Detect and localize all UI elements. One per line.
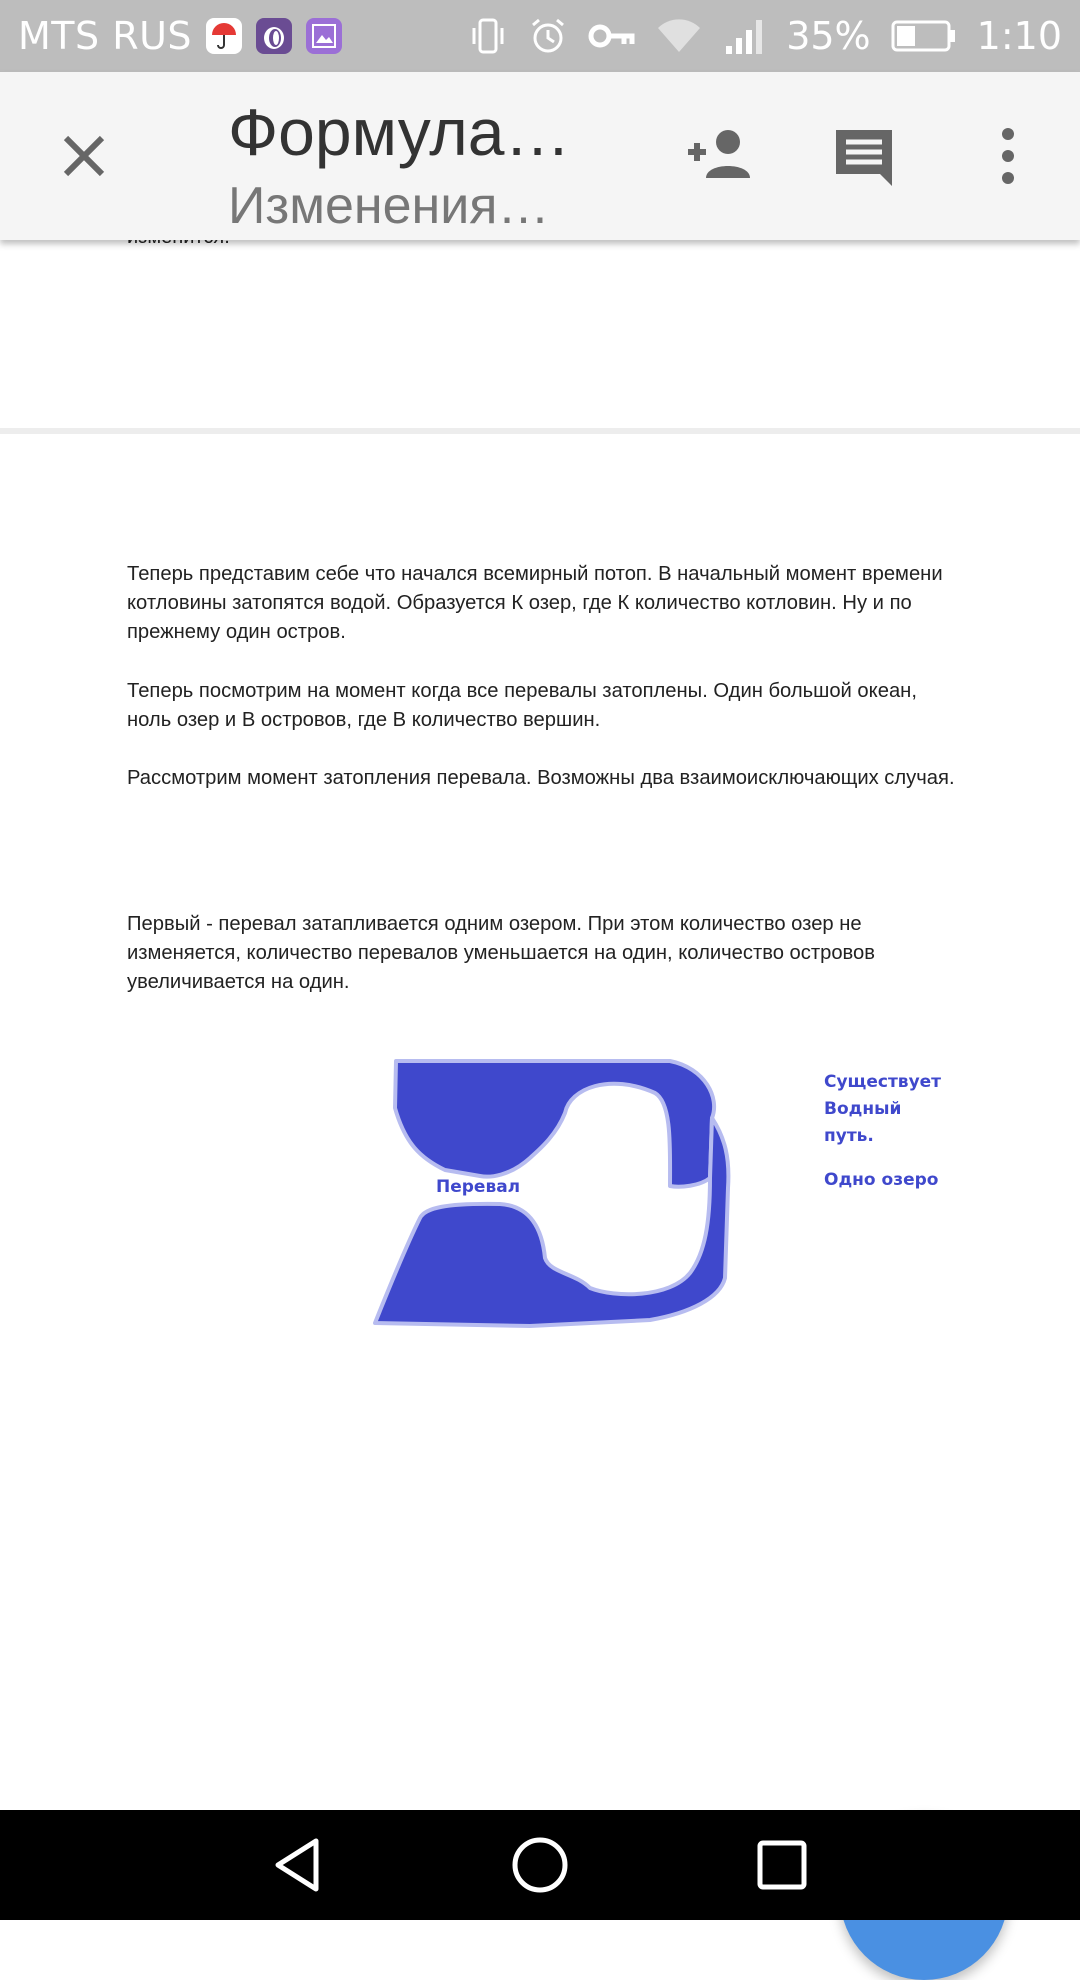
recents-square-icon[interactable] bbox=[752, 1835, 812, 1895]
more-vert-icon[interactable] bbox=[992, 124, 1024, 188]
document-toolbar bbox=[0, 72, 1080, 240]
label-pass: Перевал bbox=[436, 1177, 521, 1197]
back-triangle-icon[interactable] bbox=[270, 1835, 330, 1895]
vpn-key-icon bbox=[588, 16, 636, 56]
battery-percent: 35% bbox=[786, 14, 871, 58]
water-region-top bbox=[395, 1061, 714, 1187]
label-one-lake: Одно озеро bbox=[824, 1170, 939, 1190]
home-circle-icon[interactable] bbox=[510, 1835, 570, 1895]
tor-onion-icon bbox=[256, 18, 292, 54]
paragraph-3: Рассмотрим момент затопления перевала. Возможны два взаимоисключающих случая. bbox=[127, 767, 955, 789]
comment-icon[interactable] bbox=[832, 124, 896, 188]
system-status-icons bbox=[468, 0, 1062, 72]
add-person-icon[interactable] bbox=[684, 126, 754, 182]
label-waterway-line-1: Существует bbox=[824, 1072, 942, 1092]
carrier-name: MTS RUS bbox=[18, 14, 193, 58]
clock: 1:10 bbox=[976, 14, 1062, 58]
flood-pass-illustration bbox=[370, 1058, 960, 1358]
close-icon[interactable] bbox=[60, 132, 108, 180]
document-subtitle: Изменения… bbox=[228, 177, 550, 235]
page-divider bbox=[0, 428, 1080, 434]
document-content[interactable] bbox=[0, 240, 1080, 1810]
signal-icon bbox=[722, 16, 766, 56]
vibrate-icon bbox=[468, 16, 508, 56]
alarm-icon bbox=[528, 16, 568, 56]
paragraph-4: Первый - перевал затапливается одним озером. При этом количество озер не изменяется, количество перевалов уменьшается на один, количество островов увеличивается на один. bbox=[127, 913, 876, 993]
paragraph-2: Теперь посмотрим на момент когда все перевалы затоплены. Один большой океан, ноль озер и В островов, где В количество вершин. bbox=[127, 680, 917, 731]
document-title: Формула… bbox=[228, 95, 571, 169]
umbrella-icon bbox=[206, 18, 242, 54]
gallery-icon bbox=[306, 18, 342, 54]
label-waterway-line-2: Водный bbox=[824, 1099, 902, 1119]
wifi-icon bbox=[656, 16, 702, 56]
system-nav-bar bbox=[0, 1810, 1080, 1920]
label-waterway-line-3: путь. bbox=[824, 1126, 874, 1146]
status-bar bbox=[0, 0, 1080, 72]
paragraph-1: Теперь представим себе что начался всемирный потоп. В начальный момент времени котловины затопятся водой. Образуется К озер, где К количество котловин. Ну и по прежнему один остров. bbox=[127, 563, 943, 643]
battery-icon bbox=[891, 18, 957, 54]
